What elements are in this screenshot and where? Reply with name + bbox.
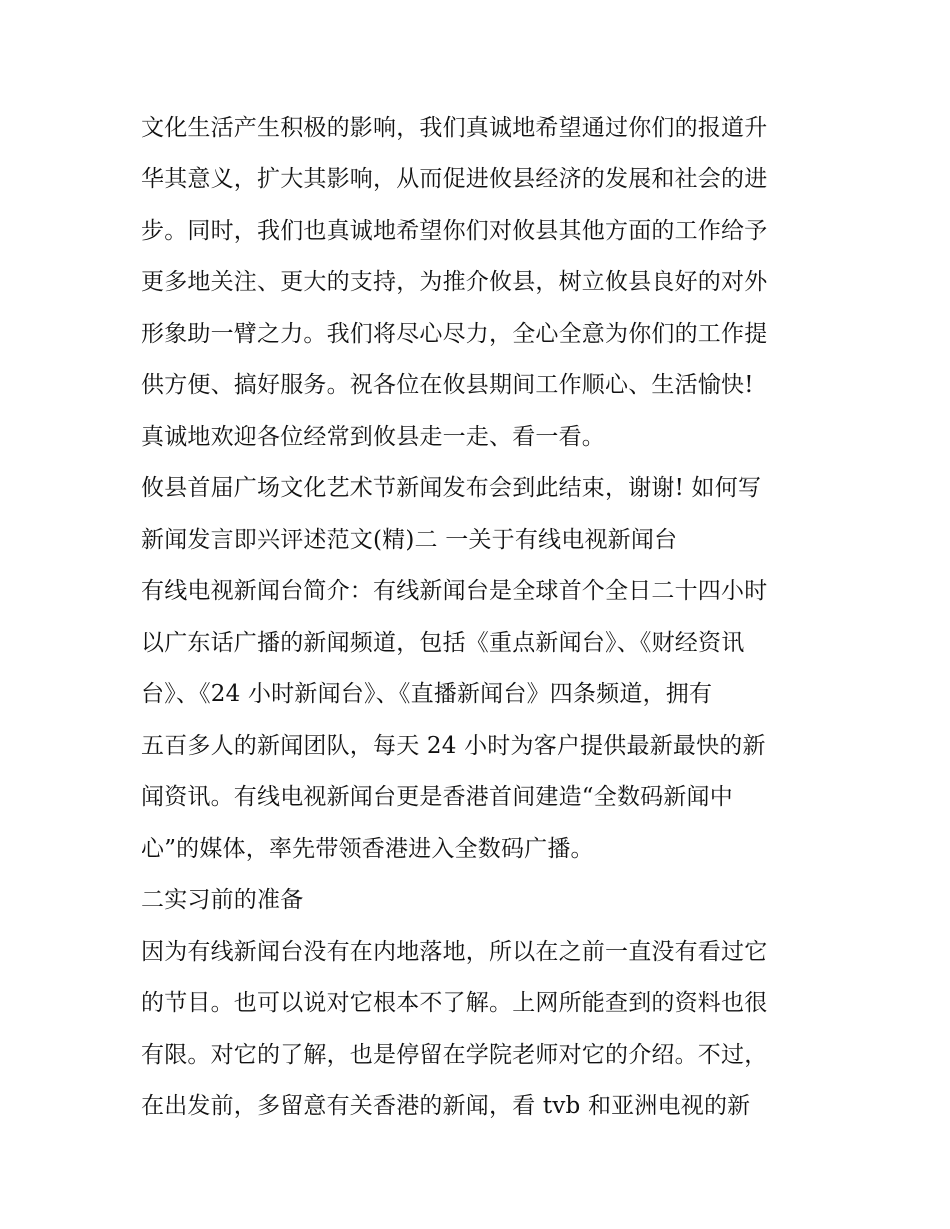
text-line: 供方便、搞好服务。祝各位在攸县期间工作顺心、生活愉快! bbox=[141, 372, 754, 398]
text-line: 在出发前，多留意有关香港的新闻，看 tvb 和亚洲电视的新 bbox=[141, 1093, 751, 1119]
text-line: 有限。对它的了解，也是停留在学院老师对它的介绍。不过， bbox=[141, 1042, 768, 1068]
text-line: 的节目。也可以说对它根本不了解。上网所能查到的资料也很 bbox=[141, 990, 768, 1016]
text-line: 以广东话广播的新闻频道，包括《重点新闻台》、《财经资讯 bbox=[141, 630, 745, 656]
text-line: 闻资讯。有线电视新闻台更是香港首间建造“全数码新闻中 bbox=[141, 784, 733, 810]
text-line: 真诚地欢迎各位经常到攸县走一走、看一看。 bbox=[141, 424, 605, 450]
text-line: 步。同时，我们也真诚地希望你们对攸县其他方面的工作给予 bbox=[141, 218, 768, 244]
text-line: 攸县首届广场文化艺术节新闻发布会到此结束，谢谢! 如何写 bbox=[141, 475, 762, 501]
text-line: 五百多人的新闻团队，每天 24 小时为客户提供最新最快的新 bbox=[141, 733, 766, 759]
text-line: 台》、《24 小时新闻台》、《直播新闻台》四条频道，拥有 bbox=[141, 681, 713, 707]
text-line: 新闻发言即兴评述范文(精)二 一关于有线电视新闻台 bbox=[141, 527, 678, 553]
text-line: 华其意义，扩大其影响，从而促进攸县经济的发展和社会的进 bbox=[141, 166, 768, 192]
text-line: 有线电视新闻台简介：有线新闻台是全球首个全日二十四小时 bbox=[141, 578, 768, 604]
text-line: 因为有线新闻台没有在内地落地，所以在之前一直没有看过它 bbox=[141, 939, 768, 965]
text-line: 形象助一臂之力。我们将尽心尽力，全心全意为你们的工作提 bbox=[141, 321, 768, 347]
text-line: 文化生活产生积极的影响，我们真诚地希望通过你们的报道升 bbox=[141, 115, 768, 141]
section-heading: 二实习前的准备 bbox=[141, 887, 304, 913]
text-line: 心”的媒体，率先带领香港进入全数码广播。 bbox=[141, 836, 594, 862]
text-line: 更多地关注、更大的支持，为推介攸县，树立攸县良好的对外 bbox=[141, 269, 768, 295]
